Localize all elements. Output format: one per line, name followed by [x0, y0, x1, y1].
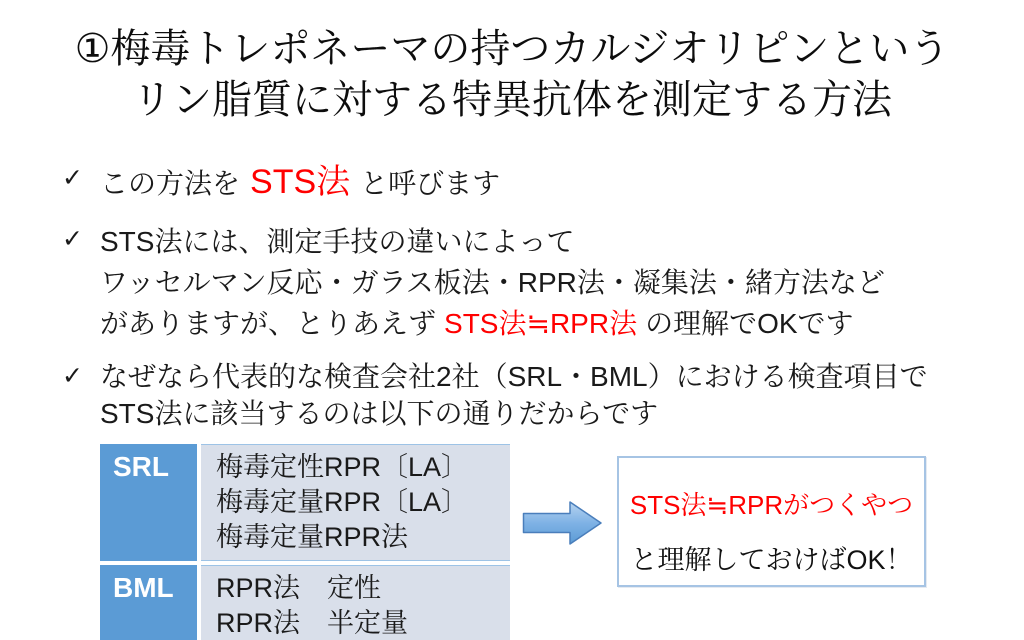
- bullet3-line-2: STS法に該当するのは以下の通りだからです: [100, 398, 659, 429]
- callout-box: [617, 456, 926, 587]
- table-header-srl: SRL: [100, 444, 197, 561]
- bullet1-text-post: と呼びます: [360, 168, 501, 199]
- bullet-lab-companies: [62, 358, 928, 432]
- checkmark-icon: ✓: [62, 362, 83, 390]
- checkmark-icon: ✓: [62, 225, 83, 253]
- lab-test-table: [100, 444, 510, 640]
- bullet2-line-1: STS法には、測定手技の違いによって: [100, 226, 575, 257]
- bullet3-line-1: なぜなら代表的な検査会社2社（SRL・BML）における検査項目で: [100, 361, 928, 392]
- bullet1-text-pre: この方法を: [100, 168, 241, 199]
- bullet2-line3-post: の理解でOKです: [645, 308, 854, 339]
- bullet-sts-name-text: [100, 160, 500, 206]
- table-item: RPR法 定性: [216, 573, 382, 603]
- checkmark-icon: ✓: [62, 164, 83, 192]
- callout-note-line: と理解しておけばOK！: [630, 545, 913, 575]
- bullet-lab-companies-text: [100, 358, 928, 432]
- table-row-srl: [100, 444, 510, 561]
- bullet2-line-3: [100, 303, 885, 344]
- callout-highlight-line: STS法≒RPRがつくやつ: [629, 490, 914, 520]
- table-cell-bml-items: [201, 565, 510, 640]
- table-item: 梅毒定量RPR〔LA〕: [216, 487, 469, 517]
- table-cell-srl-items: [201, 444, 510, 561]
- bullet2-line3-pre: がありますが、とりあえず: [100, 308, 437, 339]
- bullet-sts-name: [62, 160, 500, 206]
- bullet2-highlight-sts-rpr: STS法≒RPR法: [444, 308, 638, 339]
- bullet2-line-2: ワッセルマン反応・ガラス板法・RPR法・凝集法・緒方法など: [100, 267, 885, 298]
- table-item: 梅毒定性RPR〔LA〕: [216, 452, 469, 482]
- bullet1-highlight-sts: STS法: [250, 163, 351, 201]
- table-item: 梅毒定量RPR法: [216, 522, 409, 552]
- right-block-arrow-icon: [522, 499, 604, 547]
- table-header-bml: BML: [100, 565, 197, 640]
- page-title: [0, 24, 1024, 126]
- page-title-line-2: リン脂質に対する特異抗体を測定する方法: [132, 78, 892, 122]
- bullet-sts-variants: [62, 221, 885, 344]
- table-item: RPR法 半定量: [216, 608, 409, 638]
- page-title-line-1: ①梅毒トレポネーマの持つカルジオリピンという: [74, 27, 950, 71]
- table-row-bml: [100, 565, 510, 640]
- bullet-sts-variants-text: [100, 221, 885, 344]
